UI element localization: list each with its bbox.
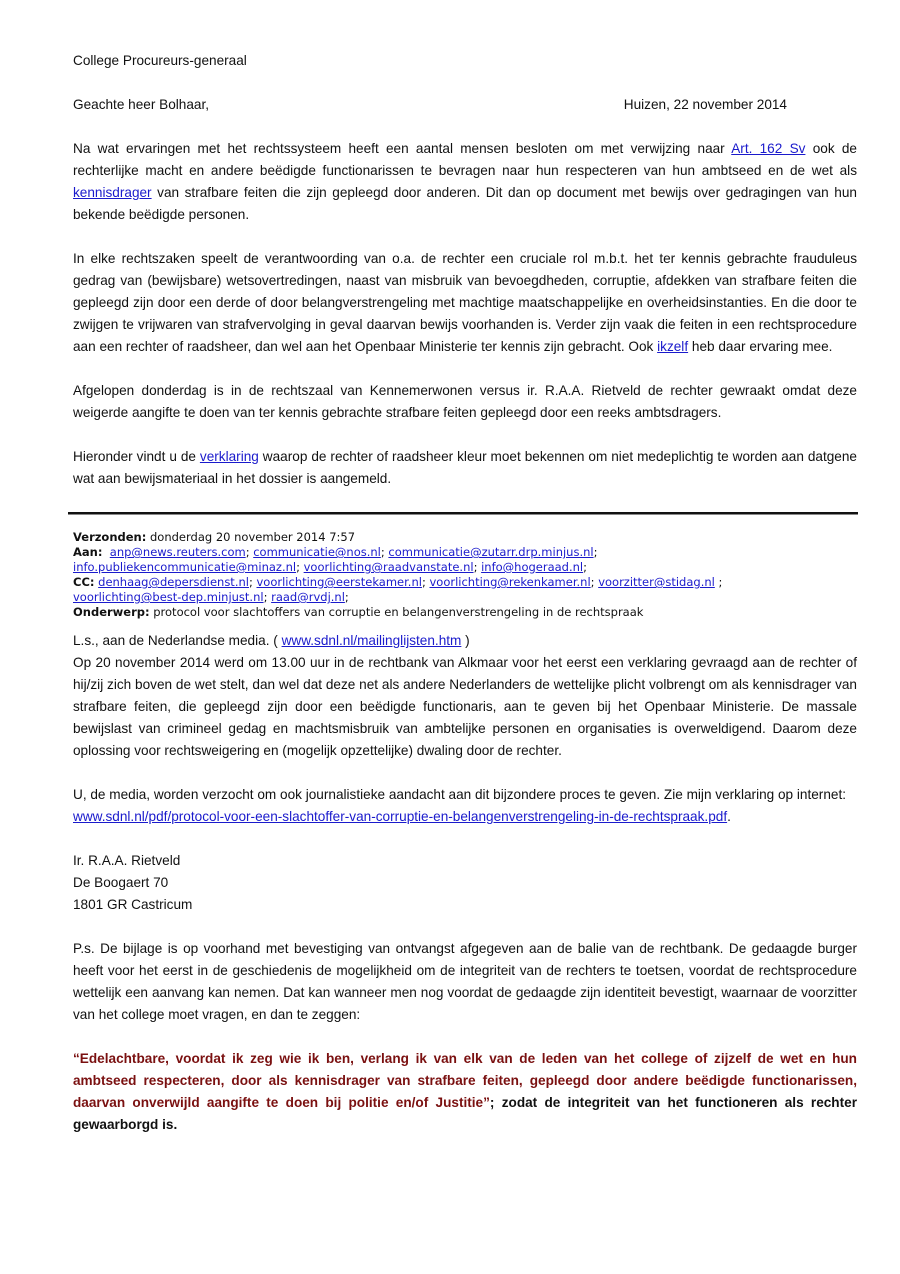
signature-street: De Boogaert 70 [73,875,169,890]
signature-block [73,850,857,916]
email-cc-address[interactable]: voorzitter@stidag.nl [598,575,715,589]
divider-wrap [73,490,857,530]
paragraph-2: In elke rechtszaken speelt de verantwoording van o.a. de rechter een cruciale rol m.b.t. het ter kennis gebrachte frauduleus gedrag van (bewijsbare) wetsovertredingen, naast van misbruik van bevoegdheden, corruptie, afdekken van strafbare feiten die gepleegd zijn door een derde of door belangverstrengeling met machtige maatschappelijke en overheidsinstanties. En die door te zwijgen te vrijwaren van strafvervolging in geval daarvan bewijs voorhanden is. Verder zijn vaak die feiten in een rechtsprocedure aan een rechter of raadsheer, dan wel aan het Openbaar Ministerie ter kennis zijn gebracht. Ook ikzelf heb daar ervaring mee. [73,251,857,354]
place-date: Huizen, 22 november 2014 [623,97,787,112]
court-statement-quote: “Edelachtbare, voordat ik zeg wie ik ben, verlang ik van elk van de leden van het college of zijzelf de wet en hun ambtseed respecteren, door als kennisdrager van strafbare feiten, gepleegd door andere beëdigde functionarissen, daarvan onverwijld aangifte te doen bij politie en/of Justitie” [73,1051,857,1110]
letter-page [73,50,857,1136]
media-greeting: L.s., aan de Nederlandse media. ( www.sdnl.nl/mailinglijsten.htm ) [73,633,470,648]
horizontal-rule [68,512,858,515]
salutation: Geachte heer Bolhaar, [73,97,210,112]
email-header [73,530,857,620]
email-cc-address[interactable]: raad@rvdj.nl [271,590,345,604]
link-mailinglijsten[interactable]: www.sdnl.nl/mailinglijsten.htm [281,633,462,648]
message-body-1: Op 20 november 2014 werd om 13.00 uur in de rechtbank van Alkmaar voor het eerst een verklaring gevraagd aan de rechter of hij/zij zich boven de wet stelt, dan wel dat deze net als andere Nederlanders de wettelijke plicht volbrengt om als kennisdrager van strafbare feiten, die gepleegd zijn door een beëdigde functionaris, aan te geven bij het Openbaar Ministerie. De massale bewijslast van crimineel gedag en machtsmisbruik van ambtelijke personen en organisaties is overweldigend. Daarom deze oplossing voor rechtsweigering en (mogelijk opzettelijke) dwaling door de rechter. [73,655,857,758]
link-kennisdrager[interactable]: kennisdrager [73,185,152,200]
email-cc-address[interactable]: voorlichting@best-dep.minjust.nl [73,590,264,604]
paragraph-3: Afgelopen donderdag is in de rechtszaal van Kennemerwonen versus ir. R.A.A. Rietveld de rechter gewraakt omdat deze weigerde aangifte te doen van ter kennis gebrachte strafbare feiten gepleegd door een reeks ambtsdragers. [73,383,857,420]
link-verklaring[interactable]: verklaring [199,449,259,464]
message-body-2: U, de media, worden verzocht om ook journalistieke aandacht aan dit bijzondere proces te geven. Zie mijn verklaring op internet: www.sdnl.nl/pdf/protocol-voor-een-slachtoffer-van-corruptie-en-belangenverstrengeling-in-de-rechtspraak.pdf. [73,787,846,824]
signature-city: 1801 GR Castricum [73,897,193,912]
email-cc-row: CC: denhaag@depersdienst.nl; voorlichting@eerstekamer.nl; voorlichting@rekenkamer.nl; voorzitter@stidag.nl ; voorlichting@best-dep.minjust.nl; raad@rvdj.nl; [73,575,723,604]
quote-paragraph: “Edelachtbare, voordat ik zeg wie ik ben, verlang ik van elk van de leden van het college of zijzelf de wet en hun ambtseed respecteren, door als kennisdrager van strafbare feiten, gepleegd door andere beëdigde functionarissen, daarvan onverwijld aangifte te doen bij politie en/of Justitie”; zodat de integriteit van het functioneren als rechter gewaarborgd is. [73,1051,857,1132]
paragraph-1: Na wat ervaringen met het rechtssysteem heeft een aantal mensen besloten om met verwijzing naar Art. 162 Sv ook de rechterlijke macht en andere beëdigde functionarissen te bevragen naar hun respecteren van hun ambtseed en de wet als kennisdrager van strafbare feiten die zijn gepleegd door anderen. Dit dan op document met bewijs over gedragingen van hun bekende beëdigde personen. [73,141,857,222]
link-protocol-pdf[interactable]: www.sdnl.nl/pdf/protocol-voor-een-slachtoffer-van-corruptie-en-belangenverstrengeling-in-de-rechtspraak.pdf [73,809,728,824]
email-to-address[interactable]: info.publiekencommunicatie@minaz.nl [73,560,297,574]
paragraph-4: Hieronder vindt u de verklaring waarop de rechter of raadsheer kleur moet bekennen om niet medeplichtig te worden aan datgene wat aan bewijsmateriaal in het dossier is aangemeld. [73,449,857,486]
salutation-row [73,94,857,116]
email-sent-row: Verzonden: donderdag 20 november 2014 7:57 [73,530,356,544]
email-to-address[interactable]: communicatie@nos.nl [253,545,381,559]
email-cc-address[interactable]: voorlichting@eerstekamer.nl [256,575,422,589]
link-art-162-sv[interactable]: Art. 162 Sv [731,141,806,156]
addressee: College Procureurs-generaal [73,53,247,68]
email-to-row: Aan: anp@news.reuters.com; communicatie@nos.nl; communicatie@zutarr.drp.minjus.nl; info.publiekencommunicatie@minaz.nl; voorlichting@raadvanstate.nl; info@hogeraad.nl; [73,545,598,574]
email-cc-address[interactable]: voorlichting@rekenkamer.nl [429,575,591,589]
email-to-address[interactable]: communicatie@zutarr.drp.minjus.nl [388,545,594,559]
email-to-address[interactable]: voorlichting@raadvanstate.nl [303,560,474,574]
link-ikzelf[interactable]: ikzelf [657,339,689,354]
postscript: P.s. De bijlage is op voorhand met bevestiging van ontvangst afgegeven aan de balie van de rechtbank. De gedaagde burger heeft voor het eerst in de geschiedenis de mogelijkheid om de integriteit van de rechters te toetsen, voordat de rechtsprocedure wettelijk een aanvang kan nemen. Dat kan wanneer men nog voordat de gedaagde zijn identiteit bevestigt, waarnaar de voorzitter van het college moet vragen, en dan te zeggen: [73,941,857,1022]
signature-name: Ir. R.A.A. Rietveld [73,853,181,868]
email-to-address[interactable]: info@hogeraad.nl [481,560,584,574]
email-subject-row: Onderwerp: protocol voor slachtoffers van corruptie en belangenverstrengeling in de rechtspraak [73,605,644,619]
email-cc-address[interactable]: denhaag@depersdienst.nl [98,575,249,589]
email-to-address[interactable]: anp@news.reuters.com [109,545,246,559]
